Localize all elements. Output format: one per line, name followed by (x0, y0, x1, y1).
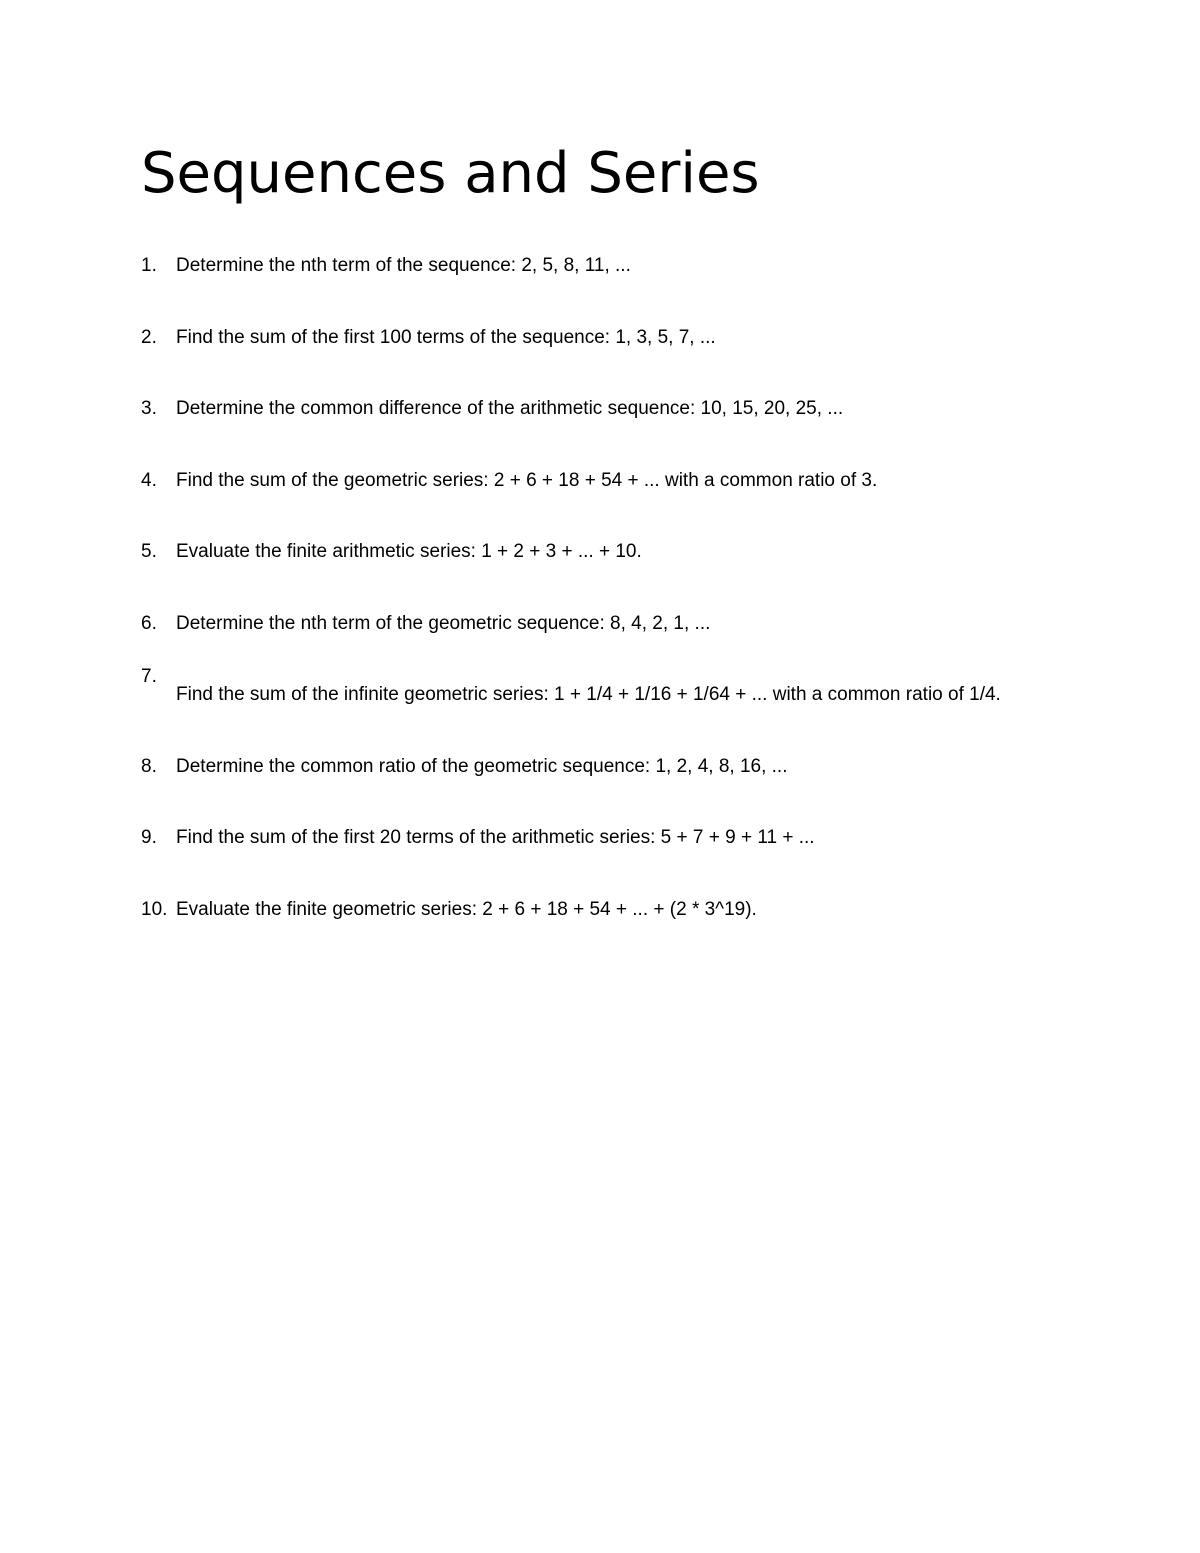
question-text: Find the sum of the first 100 terms of the sequence: 1, 3, 5, 7, ... (176, 326, 716, 348)
question-item (141, 534, 1081, 570)
question-number: 3. (141, 398, 157, 419)
question-number: 5. (141, 541, 157, 562)
question-list (141, 248, 1081, 963)
question-item (141, 820, 1081, 856)
question-item (141, 391, 1081, 427)
question-item (141, 892, 1081, 928)
question-number: 4. (141, 469, 157, 491)
question-text: Determine the nth term of the sequence: 2, 5, 8, 11, ... (176, 255, 631, 276)
question-text: Find the sum of the first 20 terms of the arithmetic series: 5 + 7 + 9 + 11 + ... (176, 827, 815, 848)
question-item (141, 749, 1081, 785)
question-number: 1. (141, 255, 157, 276)
question-number: 10. (141, 898, 168, 920)
question-number: 9. (141, 827, 157, 848)
question-text: Determine the common ratio of the geometric sequence: 1, 2, 4, 8, 16, ... (176, 755, 788, 777)
question-text: Determine the common difference of the arithmetic sequence: 10, 15, 20, 25, ... (176, 398, 844, 419)
question-item (141, 320, 1081, 356)
question-item (141, 463, 1081, 499)
page-title: Sequences and Series (141, 141, 760, 206)
question-item (141, 659, 1081, 731)
question-text: Determine the nth term of the geometric sequence: 8, 4, 2, 1, ... (176, 612, 711, 634)
question-number: 8. (141, 755, 157, 777)
question-text: Evaluate the finite arithmetic series: 1 + 2 + 3 + ... + 10. (176, 541, 642, 562)
question-text: Evaluate the finite geometric series: 2 + 6 + 18 + 54 + ... + (2 * 3^19). (176, 898, 757, 920)
question-text: Find the sum of the geometric series: 2 + 6 + 18 + 54 + ... with a common ratio of 3. (176, 469, 878, 491)
question-item (141, 606, 1081, 642)
question-item (141, 248, 1081, 284)
question-number: 6. (141, 612, 157, 634)
question-text: Find the sum of the infinite geometric series: 1 + 1/4 + 1/16 + 1/64 + ... with a common ratio of 1/4. (176, 684, 1001, 705)
question-number: 2. (141, 326, 157, 348)
question-number: 7. (141, 666, 157, 687)
